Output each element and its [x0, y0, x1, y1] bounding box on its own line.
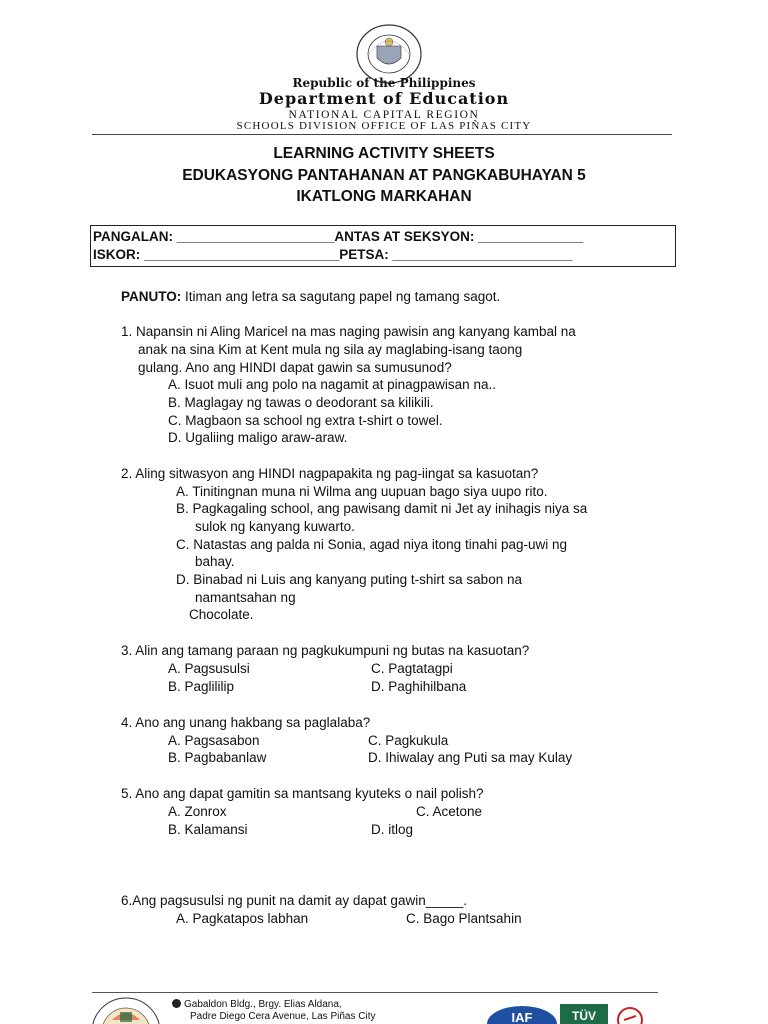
q1-stem-line-1: 1. Napansin ni Aling Maricel na mas naging pawisin ang kanyang kambal na — [121, 324, 576, 339]
q6-option-c: C. Bago Plantsahin — [406, 911, 522, 926]
name-section-row: PANGALAN: _____________________ANTAS AT SEKSYON: ______________ — [93, 229, 584, 244]
footer-address-text-1: Gabaldon Bldg., Brgy. Elias Aldana, — [184, 999, 342, 1010]
q2-option-d-line-2: namantsahan ng — [195, 590, 296, 605]
q1-option-a: A. Isuot muli ang polo na nagamit at pinagpawisan na.. — [168, 377, 496, 392]
division-seal-logo — [90, 996, 162, 1024]
q3-option-b: B. Paglililip — [168, 679, 235, 694]
location-icon — [172, 999, 181, 1008]
q5-option-d: D. itlog — [371, 822, 414, 837]
red-emblem-logo — [616, 1006, 644, 1024]
student-info-box — [90, 225, 676, 267]
q5-option-b: B. Kalamansi — [168, 822, 248, 837]
q4-stem: 4. Ano ang unang hakbang sa paglalaba? — [121, 715, 371, 730]
q1-option-b: B. Maglagay ng tawas o deodorant sa kilikili. — [168, 395, 434, 410]
q4-option-b: B. Pagbabanlaw — [168, 750, 267, 765]
q2-option-d-line-1: D. Binabad ni Luis ang kanyang puting t-shirt sa sabon na — [176, 572, 522, 587]
q5-stem: 5. Ano ang dapat gamitin sa mantsang kyuteks o nail polish? — [121, 786, 484, 801]
iaf-certification-logo — [486, 1004, 558, 1024]
q2-option-b-line-1: B. Pagkagaling school, ang pawisang damit ni Jet ay inihagis niya sa — [176, 501, 588, 516]
deped-seal-logo — [355, 24, 423, 84]
title-line-3: IKATLONG MARKAHAN — [296, 188, 472, 205]
department-label: Department of Education — [258, 89, 510, 108]
header-divider — [92, 134, 672, 135]
q1-option-d: D. Ugaliing maligo araw-araw. — [168, 430, 348, 445]
tuv-certification-logo — [560, 1004, 608, 1024]
q3-option-c: C. Pagtatagpi — [371, 661, 453, 676]
title-line-2: EDUKASYONG PANTAHANAN AT PANGKABUHAYAN 5 — [182, 167, 586, 184]
score-date-row: ISKOR: __________________________PETSA: ________________________ — [93, 247, 573, 262]
instruction — [121, 289, 500, 304]
q6-stem: 6.Ang pagsusulsi ng punit na damit ay dapat gawin_____. — [121, 893, 467, 908]
q3-option-d: D. Paghihilbana — [371, 679, 467, 694]
q2-option-c-line-2: bahay. — [195, 554, 235, 569]
footer-divider — [92, 992, 658, 993]
title-line-1: LEARNING ACTIVITY SHEETS — [273, 145, 495, 162]
q5-option-c: C. Acetone — [416, 804, 483, 819]
footer-address-line-1 — [172, 999, 342, 1010]
q2-option-d-line-3: Chocolate. — [189, 607, 254, 622]
q1-option-c: C. Magbaon sa school ng extra t-shirt o towel. — [168, 413, 443, 428]
q2-stem: 2. Aling sitwasyon ang HINDI nagpapakita ng pag-iingat sa kasuotan? — [121, 466, 539, 481]
footer-address-line-2: Padre Diego Cera Avenue, Las Piñas City — [190, 1011, 376, 1022]
q4-option-a: A. Pagsasabon — [168, 733, 260, 748]
iaf-text: IAF — [511, 1010, 533, 1024]
q3-option-a: A. Pagsusulsi — [168, 661, 250, 676]
q6-option-a: A. Pagkatapos labhan — [176, 911, 309, 926]
q3-stem: 3. Alin ang tamang paraan ng pagkukumpuni ng butas na kasuotan? — [121, 643, 530, 658]
q4-option-d: D. Ihiwalay ang Puti sa may Kulay — [368, 750, 573, 765]
q4-option-c: C. Pagkukula — [368, 733, 449, 748]
republic-label: Republic of the Philippines — [292, 76, 476, 90]
q5-option-a: A. Zonrox — [168, 804, 227, 819]
division-label: SCHOOLS DIVISION OFFICE OF LAS PIÑAS CITY — [236, 120, 532, 132]
q1-stem-line-3: gulang. Ano ang HINDI dapat gawin sa sumusunod? — [138, 360, 452, 375]
instruction-text: Itiman ang letra sa sagutang papel ng tamang sagot. — [181, 289, 501, 304]
q1-stem-line-2: anak na sina Kim at Kent mula ng sila ay maglabing-isang taong — [138, 342, 523, 357]
instruction-label: PANUTO: — [121, 289, 182, 304]
q2-option-b-line-2: sulok ng kanyang kuwarto. — [195, 519, 355, 534]
tuv-text: TÜV — [572, 1009, 596, 1023]
q2-option-c-line-1: C. Natastas ang palda ni Sonia, agad niya itong tinahi pag-uwi ng — [176, 537, 568, 552]
region-label: NATIONAL CAPITAL REGION — [288, 109, 480, 121]
q2-option-a: A. Tinitingnan muna ni Wilma ang uupuan bago siya uupo rito. — [176, 484, 548, 499]
